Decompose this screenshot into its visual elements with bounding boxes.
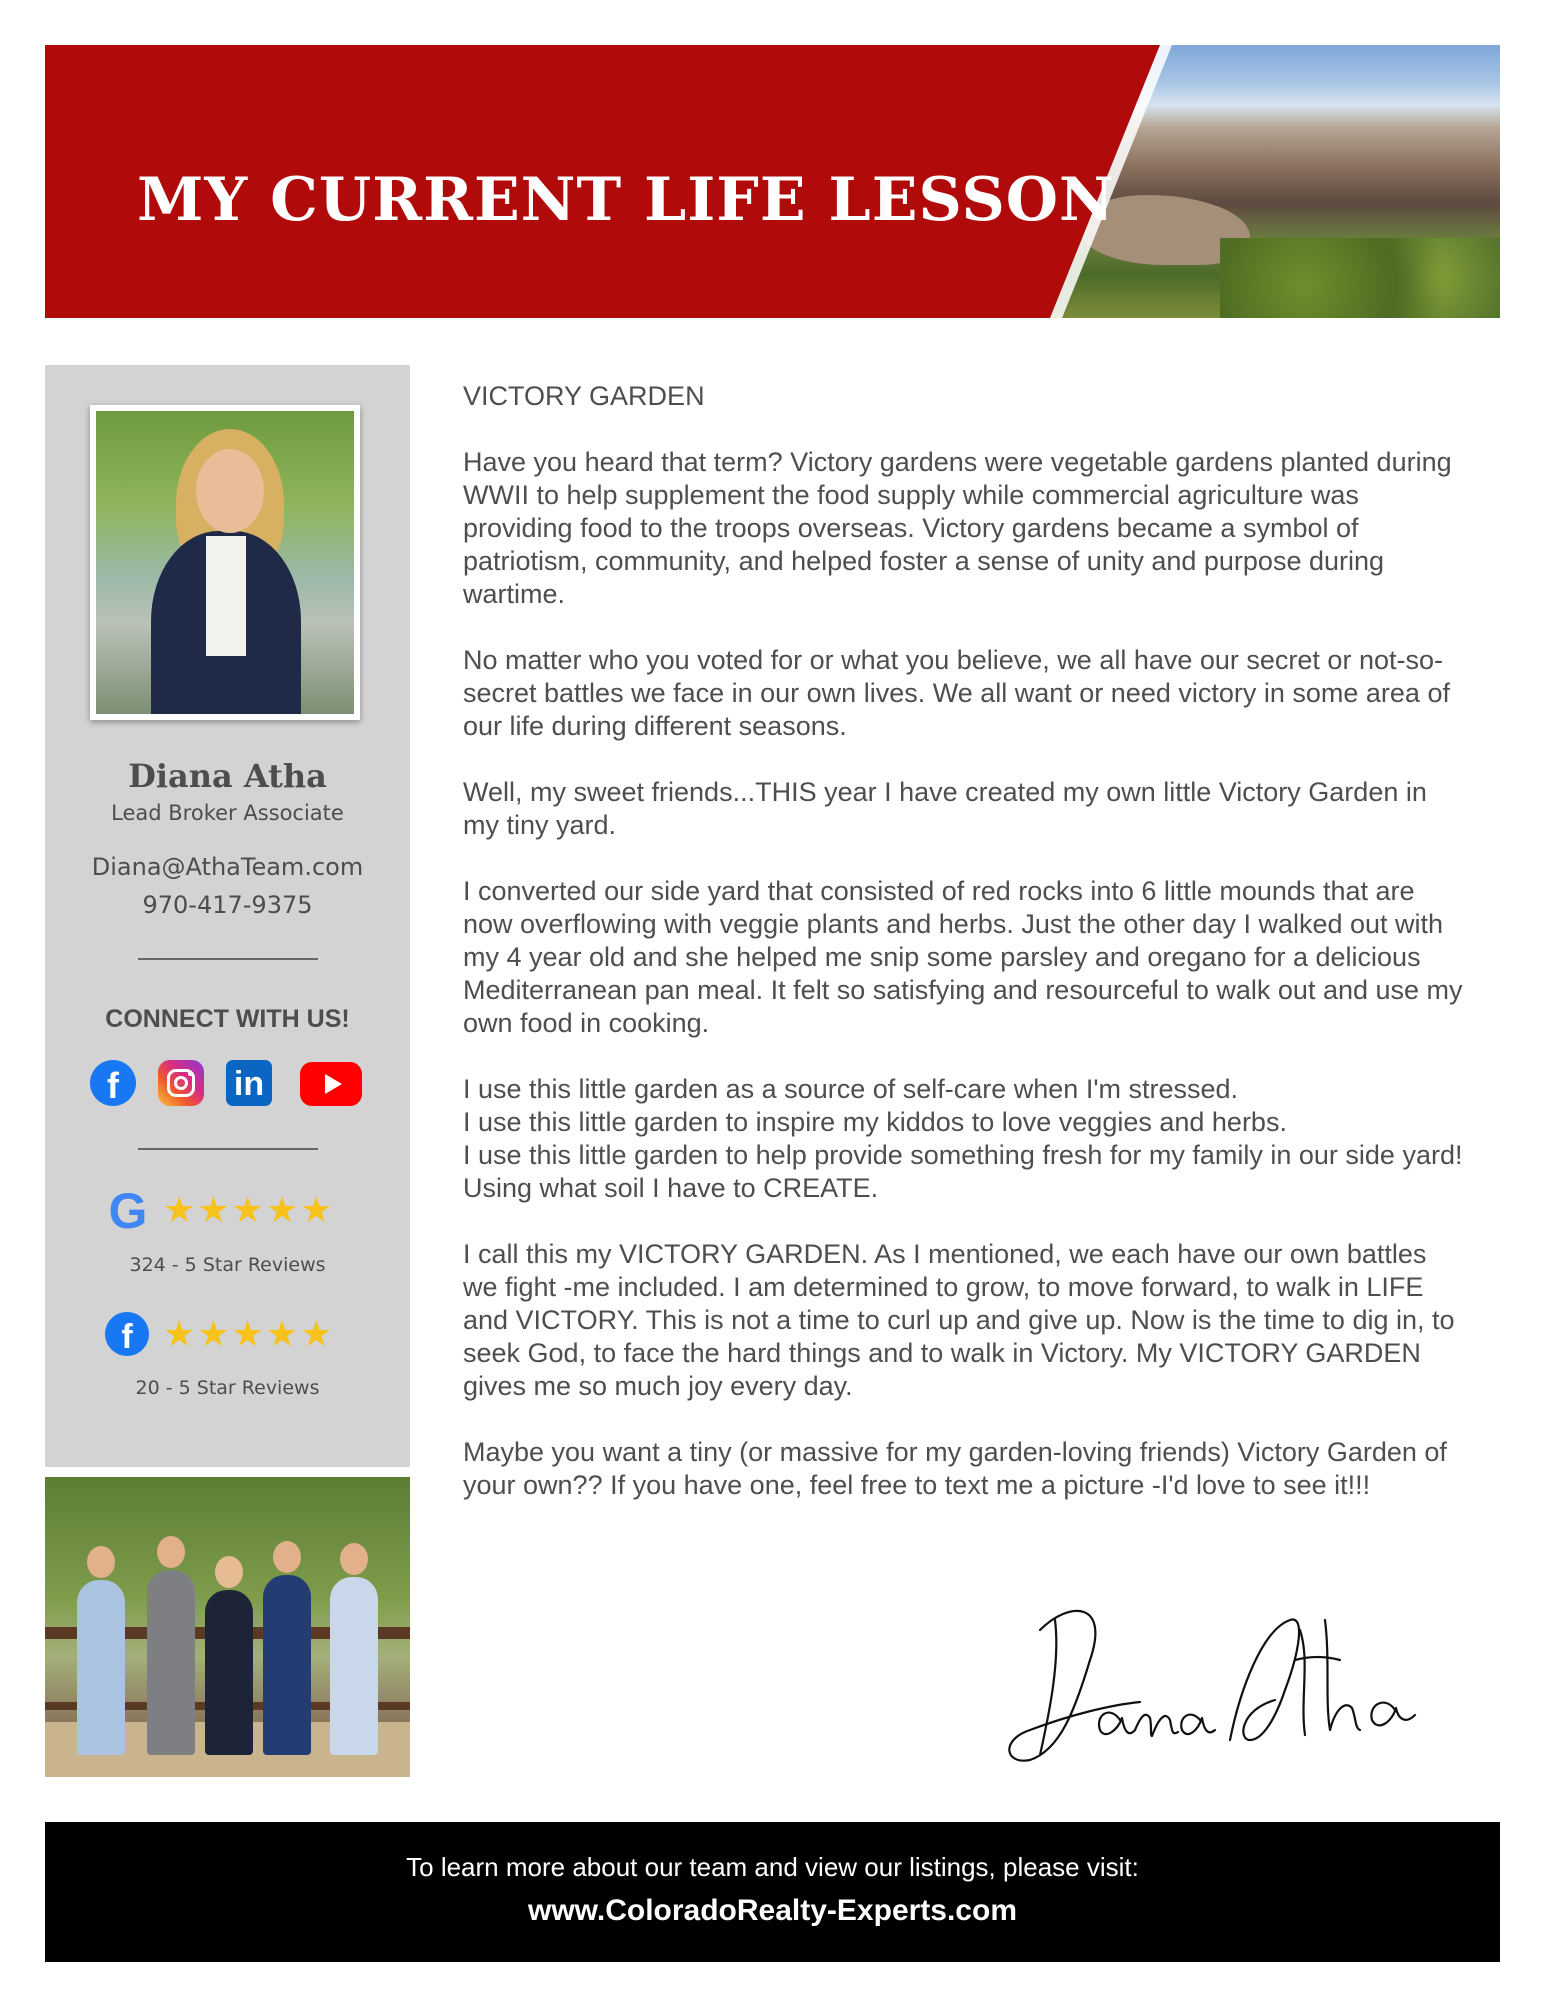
- article-heading: VICTORY GARDEN: [463, 381, 705, 411]
- agent-phone-link[interactable]: 970-417-9375: [142, 891, 313, 919]
- article-paragraph: I use this little garden as a source of self-care when I'm stressed. I use this little garden to inspire my kiddos to love veggies and herbs. I use this little garden to help provide something fresh for my family in our side yard! Using what soil I have to CREATE.: [463, 1074, 1463, 1203]
- team-member: [263, 1575, 311, 1755]
- facebook-icon[interactable]: f: [90, 1060, 136, 1106]
- team-member: [147, 1570, 195, 1755]
- article-paragraph: Well, my sweet friends...THIS year I have created my own little Victory Garden in my tiny yard.: [463, 777, 1427, 840]
- agent-portrait: [90, 405, 360, 720]
- linkedin-icon[interactable]: in: [226, 1060, 272, 1106]
- article-paragraph: Have you heard that term? Victory gardens were vegetable gardens planted during WWII to help supplement the food supply while commercial agriculture was providing food to the troops overseas. Victory gardens became a symbol of patriotism, community, and helped foster a sense of unity and purpose during wartime.: [463, 447, 1452, 609]
- team-member: [77, 1580, 125, 1755]
- facebook-icon: f: [105, 1312, 149, 1356]
- connect-heading: CONNECT WITH US!: [105, 1005, 350, 1033]
- handwritten-signature: [1000, 1590, 1420, 1780]
- agent-sidebar: [45, 365, 410, 1467]
- header-banner: [45, 45, 1500, 318]
- google-icon: G: [108, 1183, 148, 1239]
- page-title: MY CURRENT LIFE LESSON: [137, 165, 1115, 235]
- team-member: [205, 1590, 253, 1755]
- article-paragraph: Maybe you want a tiny (or massive for my garden-loving friends) Victory Garden of your own?? If you have one, feel free to text me a picture -I'd love to see it!!!: [463, 1437, 1447, 1500]
- divider: [138, 1148, 318, 1150]
- youtube-icon[interactable]: [300, 1062, 362, 1106]
- five-star-rating: ★★★★★: [163, 1190, 335, 1231]
- agent-email-link[interactable]: Diana@AthaTeam.com: [91, 853, 364, 881]
- divider: [138, 958, 318, 960]
- facebook-review-count: 20 - 5 Star Reviews: [135, 1377, 320, 1399]
- footer-text: To learn more about our team and view our listings, please visit:: [406, 1852, 1139, 1882]
- article-paragraph: No matter who you voted for or what you believe, we all have our secret or not-so-secret battles we face in our own lives. We all want or need victory in some area of our life during different seasons.: [463, 645, 1450, 741]
- agent-name: Diana Atha: [128, 757, 327, 795]
- article-paragraph: I call this my VICTORY GARDEN. As I mentioned, we each have our own battles we fight -me included. I am determined to grow, to move forward, to walk in LIFE and VICTORY. This is not a time to curl up and give up. Now is the time to dig in, to seek God, to face the hard things and to walk in Victory. My VICTORY GARDEN gives me so much joy every day.: [463, 1239, 1455, 1401]
- footer-bar: [45, 1822, 1500, 1962]
- article-body: [463, 380, 1463, 1535]
- agent-title: Lead Broker Associate: [111, 801, 344, 825]
- social-links: [90, 1060, 370, 1110]
- google-review-row: [105, 1183, 365, 1239]
- five-star-rating: ★★★★★: [163, 1314, 335, 1355]
- article-paragraph: I converted our side yard that consisted of red rocks into 6 little mounds that are now overflowing with veggie plants and herbs. Just the other day I walked out with my 4 year old and she helped me snip some parsley and oregano for a delicious Mediterranean pan meal. It felt so satisfying and resourceful to walk out and use my own food in cooking.: [463, 876, 1463, 1038]
- team-photo: [45, 1477, 410, 1777]
- facebook-review-row: [105, 1312, 365, 1362]
- website-link[interactable]: www.ColoradoRealty-Experts.com: [528, 1894, 1017, 1927]
- canyon-bush: [1220, 238, 1500, 318]
- instagram-icon[interactable]: [158, 1060, 204, 1106]
- google-review-count: 324 - 5 Star Reviews: [129, 1254, 326, 1276]
- team-member: [330, 1577, 378, 1755]
